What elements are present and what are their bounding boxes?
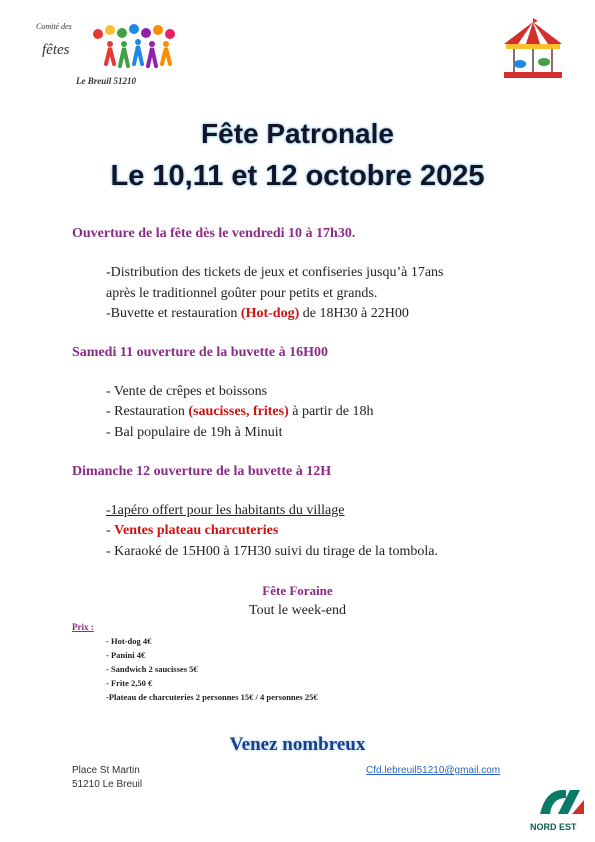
friday-line-1: -Distribution des tickets de jeux et confiseries jusqu’à 17ans [106, 265, 444, 280]
price-item: - Hot-dog 4€ [106, 636, 152, 646]
prices-label: Prix : [72, 622, 94, 632]
saturday-heading: Samedi 11 ouverture de la buvette à 16H00 [72, 345, 329, 360]
price-item: - Sandwich 2 saucisses 5€ [106, 664, 198, 674]
price-item: -Plateau de charcuteries 2 personnes 15€ / 4 personnes 25€ [106, 692, 318, 702]
hot-dog-highlight: (Hot-dog) [240, 306, 300, 321]
logo-mid-text: fêtes [42, 42, 70, 58]
festival-people-balloons-icon [86, 24, 186, 74]
carousel-icon [500, 18, 566, 84]
sunday-line-1: -1apéro offert pour les habitants du village [106, 503, 345, 518]
email-link[interactable]: Cfd.lebreuil51210@gmail.com [366, 765, 501, 776]
event-dates-title: Le 10,11 et 12 octobre 2025 [110, 160, 485, 192]
logo-top-text: Comité des [36, 22, 72, 31]
charcuterie-highlight: Ventes plateau charcuteries [114, 523, 279, 538]
price-item: - Panini 4€ [106, 650, 146, 660]
price-item: - Frite 2,50 € [106, 678, 153, 688]
friday-line-3: -Buvette et restauration (Hot-dog) de 18H30 à 22H00 [106, 306, 409, 321]
friday-line-2: après le traditionnel goûter pour petits et grands. [106, 286, 378, 301]
call-to-action: Venez nombreux [229, 734, 366, 755]
fair-heading: Fête Foraine [262, 583, 333, 598]
sunday-line-3: - Karaoké de 15H00 à 17H30 suivi du tirage de la tombola. [106, 544, 439, 559]
bank-label: NORD EST [530, 822, 577, 832]
friday-heading: Ouverture de la fête dès le vendredi 10 à 17h30. [72, 226, 356, 241]
logo-bottom-text: Le Breuil 51210 [76, 76, 136, 86]
credit-agricole-logo-icon [536, 784, 588, 820]
committee-logo [36, 22, 186, 90]
sunday-heading: Dimanche 12 ouverture de la buvette à 12H [72, 464, 332, 479]
saturday-line-1: - Vente de crêpes et boissons [106, 384, 268, 399]
address-line-2: 51210 Le Breuil [72, 779, 143, 790]
sunday-line-2: - Ventes plateau charcuteries [106, 523, 279, 538]
address-line-1: Place St Martin [72, 765, 140, 776]
page-title: Fête Patronale [201, 118, 394, 149]
saturday-line-3: - Bal populaire de 19h à Minuit [106, 425, 283, 440]
fair-subtitle: Tout le week-end [249, 603, 346, 618]
saucisses-frites-highlight: (saucisses, frites) [188, 404, 289, 419]
saturday-line-2: - Restauration (saucisses, frites) à partir de 18h [106, 404, 374, 419]
